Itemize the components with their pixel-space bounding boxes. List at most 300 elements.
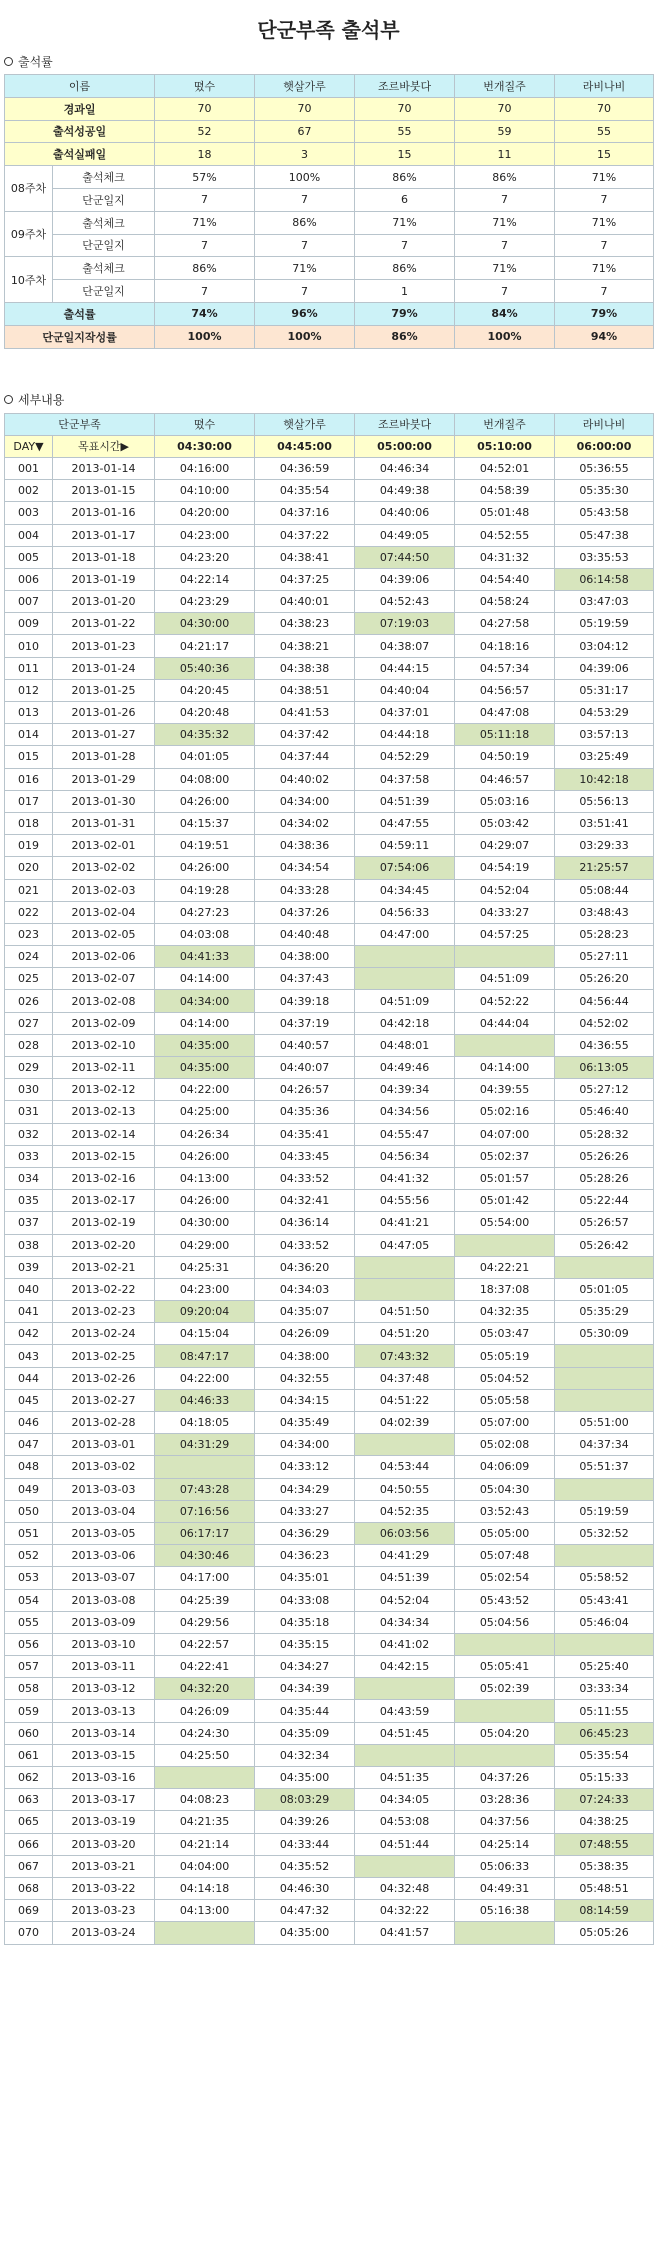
time-cell: 04:33:12 (255, 1456, 355, 1478)
header-cell: 조르바붓다 (355, 413, 455, 435)
time-cell: 07:43:28 (155, 1478, 255, 1500)
time-cell: 18:37:08 (455, 1278, 555, 1300)
day-number: 052 (5, 1545, 53, 1567)
time-cell: 04:52:22 (455, 990, 555, 1012)
time-cell: 04:03:08 (155, 923, 255, 945)
date-cell: 2013-01-24 (53, 657, 155, 679)
diary-cell: 7 (355, 234, 455, 257)
time-cell: 04:07:00 (455, 1123, 555, 1145)
time-cell: 05:43:52 (455, 1589, 555, 1611)
day-number: 048 (5, 1456, 53, 1478)
check-cell: 71% (155, 211, 255, 234)
time-cell: 08:47:17 (155, 1345, 255, 1367)
page-title: 단군부족 출석부 (257, 18, 400, 42)
time-cell: 04:38:41 (255, 546, 355, 568)
diary-cell: 7 (255, 234, 355, 257)
check-label: 출석체크 (53, 257, 155, 280)
time-cell: 05:02:39 (455, 1678, 555, 1700)
day-row (5, 1367, 654, 1389)
day-row (5, 1833, 654, 1855)
date-cell: 2013-02-26 (53, 1367, 155, 1389)
value-cell: 15 (555, 143, 654, 166)
check-cell: 71% (555, 166, 654, 189)
check-label: 출석체크 (53, 211, 155, 234)
week-diary-row (5, 188, 654, 211)
date-cell: 2013-01-14 (53, 457, 155, 479)
day-row (5, 1389, 654, 1411)
diary-cell: 6 (355, 188, 455, 211)
summary-row (5, 120, 654, 143)
time-cell: 05:27:12 (555, 1079, 654, 1101)
day-row (5, 768, 654, 790)
time-cell: 05:01:05 (555, 1278, 654, 1300)
value-cell: 70 (255, 97, 355, 120)
time-cell: 04:25:39 (155, 1589, 255, 1611)
diary-cell: 7 (455, 234, 555, 257)
date-cell: 2013-01-25 (53, 679, 155, 701)
day-row (5, 1722, 654, 1744)
day-row (5, 1700, 654, 1722)
time-cell: 04:21:35 (155, 1811, 255, 1833)
day-number: 059 (5, 1700, 53, 1722)
time-cell: 05:16:38 (455, 1900, 555, 1922)
rate-label: 출석률 (5, 302, 155, 325)
week-label: 09주차 (5, 211, 53, 257)
date-cell: 2013-03-06 (53, 1545, 155, 1567)
time-cell: 04:51:44 (355, 1833, 455, 1855)
date-cell: 2013-02-01 (53, 835, 155, 857)
time-cell: 05:05:19 (455, 1345, 555, 1367)
time-cell: 05:26:26 (555, 1145, 654, 1167)
date-cell: 2013-03-22 (53, 1877, 155, 1899)
time-cell: 05:28:23 (555, 923, 654, 945)
time-cell: 05:01:42 (455, 1190, 555, 1212)
time-cell: 05:03:16 (455, 790, 555, 812)
day-number: 015 (5, 746, 53, 768)
time-cell: 04:38:36 (255, 835, 355, 857)
day-row (5, 457, 654, 479)
day-row (5, 1656, 654, 1678)
time-cell: 04:23:00 (155, 524, 255, 546)
time-cell: 04:13:00 (155, 1167, 255, 1189)
time-cell: 04:47:05 (355, 1234, 455, 1256)
day-row (5, 1678, 654, 1700)
value-cell: 3 (255, 143, 355, 166)
week-label: 10주차 (5, 257, 53, 303)
day-row (5, 568, 654, 590)
time-cell: 04:22:21 (455, 1256, 555, 1278)
time-cell: 04:33:28 (255, 879, 355, 901)
diary-label: 단군일지 (53, 234, 155, 257)
value-cell: 70 (155, 97, 255, 120)
date-cell: 2013-03-23 (53, 1900, 155, 1922)
time-cell: 04:38:23 (255, 613, 355, 635)
time-cell: 04:52:55 (455, 524, 555, 546)
rate-cell: 84% (455, 302, 555, 325)
day-number: 029 (5, 1057, 53, 1079)
day-number: 068 (5, 1877, 53, 1899)
time-cell: 04:35:41 (255, 1123, 355, 1145)
day-row (5, 1057, 654, 1079)
day-row (5, 1212, 654, 1234)
time-cell: 05:51:00 (555, 1412, 654, 1434)
time-cell: 04:51:45 (355, 1722, 455, 1744)
time-cell: 05:38:35 (555, 1855, 654, 1877)
time-cell: 04:34:34 (355, 1611, 455, 1633)
day-number: 065 (5, 1811, 53, 1833)
time-cell: 04:46:34 (355, 457, 455, 479)
time-cell: 05:26:42 (555, 1234, 654, 1256)
date-cell: 2013-02-07 (53, 968, 155, 990)
day-number: 010 (5, 635, 53, 657)
time-cell: 04:19:28 (155, 879, 255, 901)
time-cell: 06:45:23 (555, 1722, 654, 1744)
time-cell (355, 1744, 455, 1766)
detail-section-label: 세부내용 (18, 393, 65, 408)
time-cell: 05:04:30 (455, 1478, 555, 1500)
day-number: 002 (5, 480, 53, 502)
time-cell: 04:37:34 (555, 1434, 654, 1456)
date-cell: 2013-03-20 (53, 1833, 155, 1855)
date-cell: 2013-02-10 (53, 1034, 155, 1056)
time-cell: 04:40:06 (355, 502, 455, 524)
date-cell: 2013-03-19 (53, 1811, 155, 1833)
date-cell: 2013-03-12 (53, 1678, 155, 1700)
time-cell: 04:26:00 (155, 857, 255, 879)
time-cell: 03:52:43 (455, 1500, 555, 1522)
day-row (5, 1434, 654, 1456)
value-cell: 70 (455, 97, 555, 120)
day-number: 055 (5, 1611, 53, 1633)
date-cell: 2013-01-29 (53, 768, 155, 790)
date-cell: 2013-03-21 (53, 1855, 155, 1877)
time-cell: 03:51:41 (555, 812, 654, 834)
circle-bullet-icon (4, 395, 13, 404)
time-cell: 05:05:58 (455, 1389, 555, 1411)
date-cell: 2013-02-02 (53, 857, 155, 879)
date-cell: 2013-03-17 (53, 1789, 155, 1811)
time-cell: 04:51:50 (355, 1301, 455, 1323)
day-number: 069 (5, 1900, 53, 1922)
day-number: 017 (5, 790, 53, 812)
time-cell: 04:01:05 (155, 746, 255, 768)
time-cell: 04:35:00 (255, 1922, 355, 1944)
time-cell: 03:25:49 (555, 746, 654, 768)
time-cell (455, 1922, 555, 1944)
time-cell: 04:37:42 (255, 724, 355, 746)
date-cell: 2013-02-25 (53, 1345, 155, 1367)
day-number: 022 (5, 901, 53, 923)
header-cell: 번개질주 (455, 75, 555, 98)
check-cell: 86% (455, 166, 555, 189)
time-cell: 04:40:57 (255, 1034, 355, 1056)
time-cell: 04:02:39 (355, 1412, 455, 1434)
date-cell: 2013-02-19 (53, 1212, 155, 1234)
day-number: 038 (5, 1234, 53, 1256)
time-cell: 04:26:00 (155, 790, 255, 812)
check-cell: 86% (155, 257, 255, 280)
day-row (5, 635, 654, 657)
time-cell: 04:47:32 (255, 1900, 355, 1922)
time-cell: 04:38:21 (255, 635, 355, 657)
time-cell: 04:30:00 (155, 1212, 255, 1234)
time-cell: 04:49:38 (355, 480, 455, 502)
time-cell: 03:35:53 (555, 546, 654, 568)
day-row (5, 1190, 654, 1212)
day-row (5, 1412, 654, 1434)
check-cell: 100% (255, 166, 355, 189)
time-cell: 04:35:36 (255, 1101, 355, 1123)
day-row (5, 591, 654, 613)
attendance-section-label: 출석률 (18, 54, 53, 69)
time-cell: 05:02:54 (455, 1567, 555, 1589)
day-row (5, 1012, 654, 1034)
day-row (5, 1545, 654, 1567)
time-cell: 04:50:55 (355, 1478, 455, 1500)
week-diary-row (5, 280, 654, 303)
time-cell: 04:56:33 (355, 901, 455, 923)
time-cell: 04:34:02 (255, 812, 355, 834)
time-cell: 04:32:55 (255, 1367, 355, 1389)
time-cell: 04:22:14 (155, 568, 255, 590)
time-cell (355, 1278, 455, 1300)
time-cell: 05:08:44 (555, 879, 654, 901)
time-cell: 04:31:29 (155, 1434, 255, 1456)
time-cell: 07:19:03 (355, 613, 455, 635)
time-cell (455, 1700, 555, 1722)
time-cell: 04:46:33 (155, 1389, 255, 1411)
check-cell: 86% (355, 257, 455, 280)
circle-bullet-icon (4, 57, 13, 66)
time-cell: 04:36:23 (255, 1545, 355, 1567)
time-cell: 04:22:00 (155, 1079, 255, 1101)
time-cell: 04:33:27 (455, 901, 555, 923)
date-cell: 2013-03-09 (53, 1611, 155, 1633)
time-cell: 04:14:00 (155, 968, 255, 990)
header-cell: 이름 (5, 75, 155, 98)
time-cell: 04:38:51 (255, 679, 355, 701)
day-number: 030 (5, 1079, 53, 1101)
time-cell: 04:39:26 (255, 1811, 355, 1833)
time-cell (155, 1767, 255, 1789)
time-cell: 04:29:00 (155, 1234, 255, 1256)
day-number: 051 (5, 1522, 53, 1544)
time-cell: 07:44:50 (355, 546, 455, 568)
time-cell (455, 1633, 555, 1655)
day-row (5, 1744, 654, 1766)
day-number: 046 (5, 1412, 53, 1434)
date-cell: 2013-03-24 (53, 1922, 155, 1944)
day-number: 061 (5, 1744, 53, 1766)
time-cell: 04:55:47 (355, 1123, 455, 1145)
time-cell: 04:52:02 (555, 1012, 654, 1034)
date-cell: 2013-01-30 (53, 790, 155, 812)
diary-cell: 7 (455, 188, 555, 211)
check-cell: 57% (155, 166, 255, 189)
day-row (5, 1811, 654, 1833)
time-cell: 04:33:44 (255, 1833, 355, 1855)
check-cell: 86% (355, 166, 455, 189)
week-diary-row (5, 234, 654, 257)
time-cell: 04:34:00 (255, 1434, 355, 1456)
day-number: 042 (5, 1323, 53, 1345)
check-cell: 71% (555, 211, 654, 234)
time-cell: 06:13:05 (555, 1057, 654, 1079)
time-cell: 04:39:06 (555, 657, 654, 679)
time-cell: 04:35:09 (255, 1722, 355, 1744)
time-cell: 04:41:53 (255, 702, 355, 724)
date-cell: 2013-02-21 (53, 1256, 155, 1278)
time-cell: 04:40:02 (255, 768, 355, 790)
time-cell: 04:32:34 (255, 1744, 355, 1766)
time-cell: 04:19:51 (155, 835, 255, 857)
day-row (5, 1456, 654, 1478)
week-check-row (5, 166, 654, 189)
time-cell: 04:40:01 (255, 591, 355, 613)
date-cell: 2013-01-19 (53, 568, 155, 590)
time-cell: 04:35:54 (255, 480, 355, 502)
header-cell: 햇살가루 (255, 75, 355, 98)
time-cell: 04:37:58 (355, 768, 455, 790)
diary-label: 단군일지 (53, 188, 155, 211)
time-cell: 04:26:00 (155, 1190, 255, 1212)
rate-cell: 79% (355, 302, 455, 325)
diary-cell: 1 (355, 280, 455, 303)
time-cell: 04:37:26 (255, 901, 355, 923)
check-label: 출석체크 (53, 166, 155, 189)
target-cell: 04:45:00 (255, 435, 355, 457)
day-row (5, 724, 654, 746)
time-cell: 05:35:29 (555, 1301, 654, 1323)
time-cell: 05:43:58 (555, 502, 654, 524)
time-cell: 04:20:45 (155, 679, 255, 701)
day-row (5, 1855, 654, 1877)
time-cell: 04:26:09 (155, 1700, 255, 1722)
target-cell: 05:10:00 (455, 435, 555, 457)
date-cell: 2013-02-13 (53, 1101, 155, 1123)
value-cell: 59 (455, 120, 555, 143)
time-cell: 04:47:08 (455, 702, 555, 724)
time-cell: 04:36:59 (255, 457, 355, 479)
day-row (5, 657, 654, 679)
time-cell: 04:35:07 (255, 1301, 355, 1323)
day-row (5, 679, 654, 701)
time-cell: 04:14:18 (155, 1877, 255, 1899)
header-cell: 단군부족 (5, 413, 155, 435)
time-cell: 04:36:29 (255, 1522, 355, 1544)
time-cell: 04:22:41 (155, 1656, 255, 1678)
day-number: 062 (5, 1767, 53, 1789)
date-cell: 2013-02-20 (53, 1234, 155, 1256)
date-cell: 2013-02-23 (53, 1301, 155, 1323)
day-number: 027 (5, 1012, 53, 1034)
date-cell: 2013-01-15 (53, 480, 155, 502)
time-cell: 04:58:39 (455, 480, 555, 502)
time-cell: 04:18:16 (455, 635, 555, 657)
time-cell: 05:05:41 (455, 1656, 555, 1678)
day-number: 056 (5, 1633, 53, 1655)
time-cell: 04:26:34 (155, 1123, 255, 1145)
time-cell: 08:14:59 (555, 1900, 654, 1922)
day-number: 011 (5, 657, 53, 679)
time-cell: 04:08:00 (155, 768, 255, 790)
time-cell: 04:36:20 (255, 1256, 355, 1278)
time-cell: 05:46:04 (555, 1611, 654, 1633)
time-cell: 03:29:33 (555, 835, 654, 857)
time-cell: 10:42:18 (555, 768, 654, 790)
time-cell (355, 1678, 455, 1700)
time-cell: 05:11:55 (555, 1700, 654, 1722)
time-cell: 04:41:02 (355, 1633, 455, 1655)
date-cell: 2013-01-17 (53, 524, 155, 546)
day-number: 025 (5, 968, 53, 990)
date-cell: 2013-02-17 (53, 1190, 155, 1212)
target-row (5, 435, 654, 457)
time-cell: 04:23:29 (155, 591, 255, 613)
time-cell: 04:35:00 (155, 1057, 255, 1079)
day-number: 032 (5, 1123, 53, 1145)
diary-cell: 7 (555, 188, 654, 211)
time-cell: 05:48:51 (555, 1877, 654, 1899)
time-cell: 05:05:26 (555, 1922, 654, 1944)
day-number: 035 (5, 1190, 53, 1212)
time-cell: 04:42:15 (355, 1656, 455, 1678)
time-cell: 04:53:08 (355, 1811, 455, 1833)
date-cell: 2013-02-04 (53, 901, 155, 923)
time-cell: 04:35:49 (255, 1412, 355, 1434)
day-row (5, 613, 654, 635)
time-cell (555, 1256, 654, 1278)
time-cell (555, 1633, 654, 1655)
time-cell: 04:38:25 (555, 1811, 654, 1833)
time-cell: 07:54:06 (355, 857, 455, 879)
day-number: 031 (5, 1101, 53, 1123)
time-cell: 05:43:41 (555, 1589, 654, 1611)
time-cell: 04:43:59 (355, 1700, 455, 1722)
time-cell (355, 1434, 455, 1456)
time-cell (455, 1744, 555, 1766)
detail-section-heading (0, 391, 657, 409)
time-cell: 05:32:52 (555, 1522, 654, 1544)
day-row (5, 857, 654, 879)
time-cell: 05:01:57 (455, 1167, 555, 1189)
time-cell: 04:39:55 (455, 1079, 555, 1101)
time-cell: 04:52:35 (355, 1500, 455, 1522)
time-cell: 04:52:04 (455, 879, 555, 901)
time-cell: 04:30:46 (155, 1545, 255, 1567)
date-cell: 2013-03-01 (53, 1434, 155, 1456)
time-cell: 04:35:44 (255, 1700, 355, 1722)
day-row (5, 1034, 654, 1056)
date-cell: 2013-03-05 (53, 1522, 155, 1544)
time-cell: 04:52:43 (355, 591, 455, 613)
time-cell: 04:53:44 (355, 1456, 455, 1478)
time-cell (555, 1478, 654, 1500)
value-cell: 15 (355, 143, 455, 166)
day-row (5, 1234, 654, 1256)
time-cell: 06:17:17 (155, 1522, 255, 1544)
time-cell: 04:33:27 (255, 1500, 355, 1522)
day-row (5, 1922, 654, 1944)
time-cell: 06:03:56 (355, 1522, 455, 1544)
time-cell: 05:04:20 (455, 1722, 555, 1744)
time-cell: 05:56:13 (555, 790, 654, 812)
day-number: 023 (5, 923, 53, 945)
time-cell: 04:47:00 (355, 923, 455, 945)
check-cell: 71% (455, 211, 555, 234)
time-cell: 05:27:11 (555, 946, 654, 968)
time-cell: 03:47:03 (555, 591, 654, 613)
